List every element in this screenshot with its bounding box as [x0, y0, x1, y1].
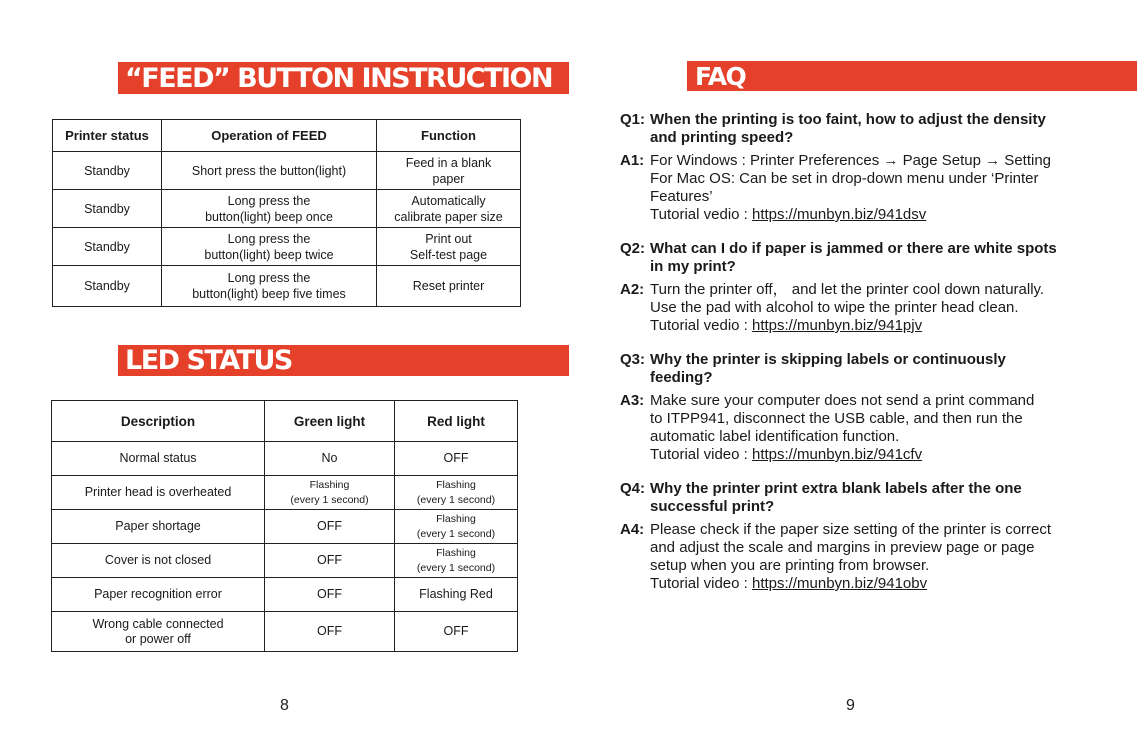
- table-row: [52, 612, 518, 652]
- printer-status-cell: Standby: [53, 228, 162, 266]
- table-row: [53, 152, 521, 190]
- table-row: [52, 510, 518, 544]
- tutorial-link[interactable]: https://munbyn.biz/941cfv: [752, 446, 923, 463]
- table-header-row: [52, 401, 518, 442]
- green-light-line: Flashing: [309, 478, 350, 491]
- tutorial-link[interactable]: https://munbyn.biz/941dsv: [752, 206, 927, 223]
- operation-line: Long press the: [227, 271, 311, 285]
- answer-label: A4:: [620, 521, 645, 538]
- operation-line: button(light) beep once: [205, 209, 333, 224]
- answer-line: Features’: [650, 188, 713, 205]
- description-cell: Normal status: [52, 442, 265, 476]
- green-light-line: (every 1 second): [290, 493, 369, 506]
- question-line: in my print?: [650, 258, 736, 275]
- function-line: paper: [432, 171, 465, 186]
- answer-line: setup when you are printing from browser.: [650, 557, 930, 574]
- table-row: [52, 476, 518, 510]
- description-line: or power off: [125, 631, 191, 646]
- tutorial-line: [650, 206, 1125, 224]
- red-light-line: Flashing: [436, 512, 476, 525]
- faq-answer: [620, 521, 1125, 593]
- description-cell: Cover is not closed: [52, 544, 265, 578]
- answer-label: A2:: [620, 281, 645, 298]
- green-light-cell: OFF: [265, 510, 395, 544]
- red-light-line: (every 1 second): [416, 561, 496, 574]
- function-line: Self-test page: [409, 247, 488, 262]
- function-cell: [377, 190, 521, 228]
- column-header-printer-status: Printer status: [53, 120, 162, 152]
- question-label: Q3:: [620, 351, 646, 368]
- answer-line: For Mac OS: Can be set in drop-down menu under ‘Printer: [650, 170, 1039, 187]
- tutorial-label: Tutorial vedio :: [650, 206, 752, 223]
- operation-line: Short press the button(light): [191, 163, 347, 178]
- faq-question: [620, 351, 1125, 387]
- operation-cell: [162, 266, 377, 307]
- tutorial-label: Tutorial vedio :: [650, 317, 752, 334]
- faq-answer: [620, 392, 1125, 464]
- table-row: [53, 228, 521, 266]
- answer-line: automatic label identification function.: [650, 428, 900, 445]
- green-light-cell: OFF: [265, 612, 395, 652]
- question-line: Why the printer print extra blank labels after the one: [650, 480, 1022, 497]
- faq-title: FAQ: [687, 61, 1137, 91]
- red-light-cell: Flashing Red: [395, 578, 518, 612]
- question-line: When the printing is too faint, how to adjust the density: [650, 111, 1046, 128]
- table-row: [53, 266, 521, 307]
- description-cell: [52, 612, 265, 652]
- answer-line: to ITPP941, disconnect the USB cable, and then run the: [650, 410, 1023, 427]
- question-line: What can I do if paper is jammed or there are white spots: [650, 240, 1057, 257]
- page-number-left: 8: [280, 697, 289, 714]
- question-line: and printing speed?: [650, 129, 794, 146]
- answer-label: A3:: [620, 392, 645, 409]
- operation-line: button(light) beep five times: [192, 287, 346, 301]
- table-row: [52, 442, 518, 476]
- question-label: Q2:: [620, 240, 646, 257]
- led-status-table: [51, 400, 518, 652]
- description-cell: Printer head is overheated: [52, 476, 265, 510]
- faq-list: [620, 111, 1125, 609]
- table-row: [52, 544, 518, 578]
- faq-question: [620, 240, 1125, 276]
- printer-status-cell: Standby: [53, 266, 162, 307]
- function-line: Print out: [425, 231, 472, 246]
- operation-line: button(light) beep twice: [204, 247, 334, 262]
- question-line: Why the printer is skipping labels or continuously: [650, 351, 1006, 368]
- answer-line: For Windows : Printer Preferences → Page Setup → Setting: [650, 152, 1052, 169]
- column-header-red-light: Red light: [395, 401, 518, 442]
- answer-label: A1:: [620, 152, 645, 169]
- question-line: feeding?: [650, 369, 713, 386]
- description-cell: Paper recognition error: [52, 578, 265, 612]
- answer-line: and adjust the scale and margins in preview page or page: [650, 539, 1035, 556]
- column-header-green-light: Green light: [265, 401, 395, 442]
- feed-button-instruction-title: “FEED” BUTTON INSTRUCTION: [118, 62, 569, 94]
- function-line: Reset printer: [412, 279, 485, 293]
- function-line: Feed in a blank: [405, 155, 492, 170]
- table-row: [52, 578, 518, 612]
- operation-cell: [162, 190, 377, 228]
- answer-line: Use the pad with alcohol to wipe the printer head clean.: [650, 299, 1019, 316]
- red-light-cell: [395, 510, 518, 544]
- printer-status-cell: Standby: [53, 190, 162, 228]
- column-header-function: Function: [377, 120, 521, 152]
- function-line: calibrate paper size: [394, 209, 503, 224]
- green-light-cell: [265, 476, 395, 510]
- description-line: Wrong cable connected: [92, 616, 224, 631]
- green-light-cell: OFF: [265, 578, 395, 612]
- red-light-line: (every 1 second): [416, 493, 496, 506]
- feed-button-table: [52, 119, 521, 307]
- tutorial-link[interactable]: https://munbyn.biz/941obv: [752, 575, 928, 592]
- question-line: successful print?: [650, 498, 775, 515]
- red-light-cell: [395, 544, 518, 578]
- column-header-operation: Operation of FEED: [162, 120, 377, 152]
- table-header-row: [53, 120, 521, 152]
- column-header-description: Description: [52, 401, 265, 442]
- led-status-title: LED STATUS: [118, 345, 569, 376]
- green-light-cell: OFF: [265, 544, 395, 578]
- tutorial-link[interactable]: https://munbyn.biz/941pjv: [752, 317, 923, 334]
- question-label: Q4:: [620, 480, 646, 497]
- tutorial-label: Tutorial video :: [650, 575, 752, 592]
- red-light-cell: OFF: [395, 442, 518, 476]
- red-light-line: Flashing: [436, 546, 476, 559]
- tutorial-line: [650, 446, 1125, 464]
- red-light-line: Flashing: [436, 478, 476, 491]
- faq-question: [620, 111, 1125, 147]
- red-light-line: (every 1 second): [416, 527, 496, 540]
- answer-line: Make sure your computer does not send a print command: [650, 392, 1035, 409]
- red-light-cell: OFF: [395, 612, 518, 652]
- function-line: Automatically: [411, 193, 486, 208]
- page-number-right: 9: [846, 697, 855, 714]
- green-light-cell: No: [265, 442, 395, 476]
- operation-line: Long press the: [227, 193, 311, 208]
- table-row: [53, 190, 521, 228]
- faq-answer: [620, 152, 1125, 224]
- printer-status-cell: Standby: [53, 152, 162, 190]
- tutorial-label: Tutorial video :: [650, 446, 752, 463]
- faq-answer: [620, 281, 1125, 335]
- tutorial-line: [650, 575, 1125, 593]
- operation-line: Long press the: [227, 231, 311, 246]
- function-cell: [377, 228, 521, 266]
- answer-line: Turn the printer off， and let the printer cool down naturally.: [650, 281, 1045, 298]
- faq-question: [620, 480, 1125, 516]
- description-cell: Paper shortage: [52, 510, 265, 544]
- operation-cell: [162, 228, 377, 266]
- tutorial-line: [650, 317, 1125, 335]
- answer-line: Please check if the paper size setting of the printer is correct: [650, 521, 1052, 538]
- function-cell: [377, 266, 521, 307]
- question-label: Q1:: [620, 111, 646, 128]
- red-light-cell: [395, 476, 518, 510]
- operation-cell: [162, 152, 377, 190]
- function-cell: [377, 152, 521, 190]
